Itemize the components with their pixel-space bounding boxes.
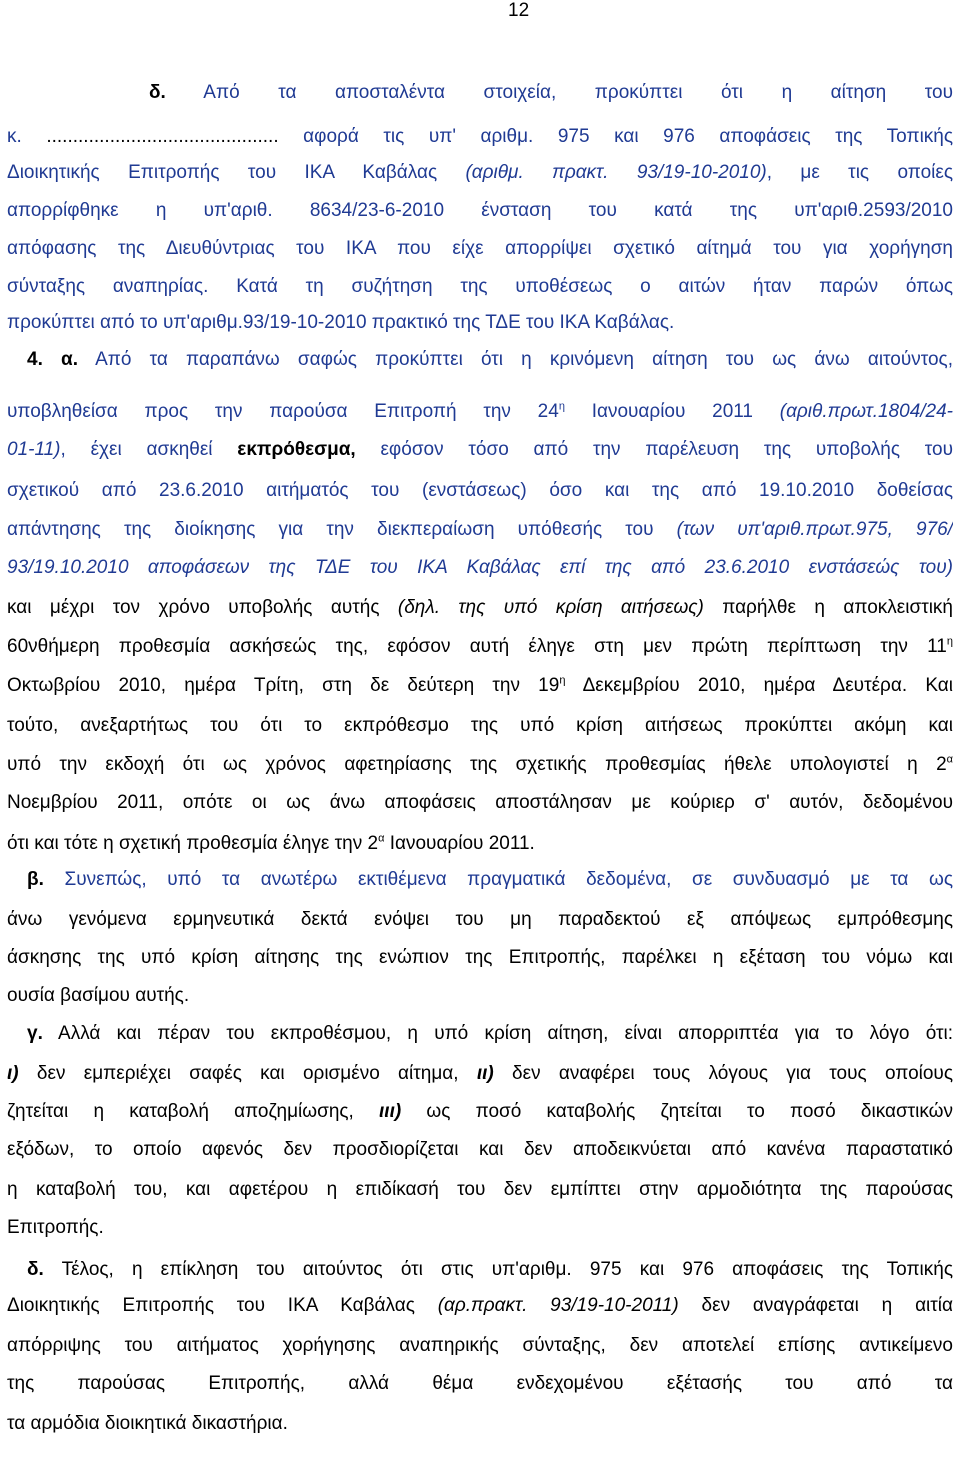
text-run: Αλλά και πέραν του εκπροθέσμου, η υπό κρίση αίτηση, είναι απορριπτέα για το λόγο ότι:: [42, 1023, 953, 1044]
superscript: η: [946, 635, 953, 648]
text-run: Οκτωβρίου 2010, ημέρα Τρίτη, στη δε δεύτερη την 19: [7, 675, 560, 696]
text-line: [7, 1328, 953, 1364]
text-run: ότι και τότε η σχετική προθεσμία έληγε την 2: [7, 833, 379, 854]
text-run: Νοεμβρίου 2011, οπότε οι ως άνω αποφάσεις αποστάλησαν με κούριερ σ' αυτόν, δεδομένου: [7, 792, 953, 813]
text-run: της παρούσας Επιτροπής, αλλά θέμα ενδεχομένου εξέτασής του από τα: [7, 1373, 953, 1394]
text-run: Από τα αποσταλέντα στοιχεία, προκύπτει ότι η αίτηση του: [165, 82, 953, 103]
text-run: ζητείται η καταβολή αποζημίωσης,: [7, 1101, 380, 1122]
text-line: [7, 785, 953, 821]
text-line: [7, 193, 953, 229]
text-run: ως ποσό καταβολής ζητείται το ποσό δικαστικών: [401, 1101, 953, 1122]
text-run: β.: [27, 869, 44, 890]
text-run: απάντησης της διοίκησης για την διεκπεραίωση υπόθεσής του: [7, 519, 677, 540]
text-run: απορρίφθηκε η υπ'αριθ. 8634/23-6-2010 ένσταση του κατά της υπ'αριθ.2593/2010: [7, 200, 953, 221]
text-run: σύνταξης αναπηρίας. Κατά τη συζήτηση της υποθέσεως ο αιτών ήταν παρών όπως: [7, 276, 953, 297]
text-run: γ.: [27, 1023, 43, 1044]
text-run: άνω γενόμενα ερμηνευτικά δεκτά ενόψει του μη παραδεκτού εξ απόψεως εμπρόθεσμης: [7, 909, 953, 930]
text-run: απόφασης της Διευθύντριας του ΙΚΑ που είχε απορρίψει σχετικό αίτημά του για χορήγηση: [7, 238, 953, 259]
text-line: [7, 473, 953, 509]
text-run: προκύπτει από το υπ'αριθμ.93/19-10-2010 πρακτικό της ΤΔΕ του ΙΚΑ Καβάλας.: [7, 312, 675, 333]
superscript: α: [378, 832, 385, 845]
text-run: ............................................: [46, 126, 279, 147]
text-run: Διοικητικής Επιτροπής του ΙΚΑ Καβάλας: [7, 162, 466, 183]
text-line: [7, 1366, 953, 1402]
text-line: [7, 629, 953, 665]
text-run: και μέχρι τον χρόνο υποβολής αυτής: [7, 597, 398, 618]
text-line: [7, 940, 953, 976]
text-run: (αριθμ. πρακτ. 93/19-10-2010): [465, 162, 767, 183]
text-line: [7, 826, 953, 862]
text-line: [7, 155, 953, 191]
text-line: [7, 305, 953, 341]
text-run: ουσία βασίμου αυτής.: [7, 985, 190, 1006]
text-run: 60νθήμερη προθεσμία ασκήσεώς της, εφόσον αυτή έληγε στη μεν πρώτη περίπτωση την 11: [7, 636, 947, 657]
text-run: δ.: [149, 82, 166, 103]
text-run: δεν αναγράφεται η αιτία: [678, 1295, 953, 1316]
text-run: κ.: [7, 126, 47, 147]
text-run: τα αρμόδια διοικητικά δικαστήρια.: [7, 1413, 288, 1434]
text-line: [7, 394, 953, 430]
text-run: ιιι): [379, 1101, 402, 1122]
text-line: [149, 75, 953, 111]
text-run: Επιτροπής.: [7, 1217, 104, 1238]
text-run: 4. α.: [27, 349, 78, 370]
text-line: [27, 1016, 953, 1052]
text-run: (των υπ'αριθ.πρωτ.975, 976/: [676, 519, 953, 540]
text-line: [7, 432, 953, 468]
text-run: εκπρόθεσμα,: [237, 439, 356, 460]
text-run: 01-11): [7, 439, 61, 460]
text-run: (δηλ. της υπό κρίση αιτήσεως): [397, 597, 704, 618]
text-run: Ιανουαρίου 2011: [564, 401, 780, 422]
text-line: [7, 1056, 953, 1092]
text-run: υπό την εκδοχή ότι ως χρόνος αφετηρίασης της σχετικής προθεσμίας ήθελε υπολογιστεί η 2: [7, 754, 947, 775]
text-run: δεν αναφέρει τους λόγους για τους οποίους: [493, 1063, 953, 1084]
text-line: [27, 342, 953, 378]
text-line: [7, 1210, 953, 1246]
text-run: εφόσον τόσο από την παρέλευση της υποβολής του: [355, 439, 953, 460]
text-run: δεν εμπεριέχει σαφές και ορισμένο αίτημα,: [18, 1063, 477, 1084]
text-run: δ.: [27, 1259, 44, 1280]
text-run: Δεκεμβρίου 2010, ημέρα Δευτέρα. Και: [565, 675, 953, 696]
text-line: [7, 512, 953, 548]
text-run: σχετικού από 23.6.2010 αιτήματός του (ενστάσεως) όσο και της από 19.10.2010 δοθείσας: [7, 480, 953, 501]
text-run: (αριθ.πρωτ.1804/24-: [779, 401, 953, 422]
text-line: [7, 747, 953, 783]
text-line: [27, 1252, 953, 1288]
text-run: Συνεπώς, υπό τα ανωτέρω εκτιθέμενα πραγματικά δεδομένα, σε συνδυασμό με τα ως: [43, 869, 953, 890]
text-run: άσκησης της υπό κρίση αίτησης της ενώπιον της Επιτροπής, παρέλκει η εξέταση του νόμω και: [7, 947, 953, 968]
text-run: Τέλος, η επίκληση του αιτούντος ότι στις υπ'αριθμ. 975 και 976 αποφάσεις της Τοπικής: [43, 1259, 953, 1280]
text-line: [7, 269, 953, 305]
text-run: απόρριψης του αιτήματος χορήγησης αναπηρικής σύνταξης, δεν αποτελεί επίσης αντικείμενο: [7, 1335, 953, 1356]
text-run: ι): [7, 1063, 19, 1084]
page-number: 12: [508, 0, 530, 21]
text-run: Από τα παραπάνω σαφώς προκύπτει ότι η κρινόμενη αίτηση του ως άνω αιτούντος,: [77, 349, 953, 370]
text-run: (αρ.πρακτ. 93/19-10-2011): [437, 1295, 679, 1316]
text-run: Ιανουαρίου 2011.: [384, 833, 535, 854]
text-run: τούτο, ανεξαρτήτως του ότι το εκπρόθεσμο της υπό κρίση αιτήσεως προκύπτει ακόμη και: [7, 715, 953, 736]
text-run: 93/19.10.2010 αποφάσεων της ΤΔΕ του ΙΚΑ Καβάλας επί της από 23.6.2010 ενστάσεώς του): [7, 557, 953, 578]
text-run: παρήλθε η αποκλειστική: [703, 597, 953, 618]
text-line: [7, 1094, 953, 1130]
text-run: αφορά τις υπ' αριθμ. 975 και 976 αποφάσεις της Τοπικής: [278, 126, 953, 147]
text-line: [7, 231, 953, 267]
text-line: [7, 668, 953, 704]
text-run: υποβληθείσα προς την παρούσα Επιτροπή την 24: [7, 401, 559, 422]
text-line: [7, 590, 953, 626]
text-run: ιι): [476, 1063, 494, 1084]
superscript: η: [559, 674, 566, 687]
text-line: [7, 550, 953, 586]
text-line: [7, 902, 953, 938]
text-run: Διοικητικής Επιτροπής του ΙΚΑ Καβάλας: [7, 1295, 438, 1316]
text-run: , με τις οποίες: [766, 162, 953, 183]
text-line: [7, 1132, 953, 1168]
text-line: [27, 862, 953, 898]
text-line: [7, 1172, 953, 1208]
text-line: [7, 978, 953, 1014]
text-run: η καταβολή του, και αφετέρου η επιδίκασή του δεν εμπίπτει στην αρμοδιότητα της παρούσας: [7, 1179, 953, 1200]
text-run: εξόδων, το οποίο αφενός δεν προσδιορίζεται και δεν αποδεικνύεται από κανένα παραστατικό: [7, 1139, 953, 1160]
text-line: [7, 1406, 953, 1442]
superscript: α: [946, 753, 953, 766]
text-line: [7, 119, 953, 155]
text-line: [7, 1288, 953, 1324]
text-run: , έχει ασκηθεί: [60, 439, 238, 460]
superscript: η: [558, 400, 565, 413]
text-line: [7, 708, 953, 744]
